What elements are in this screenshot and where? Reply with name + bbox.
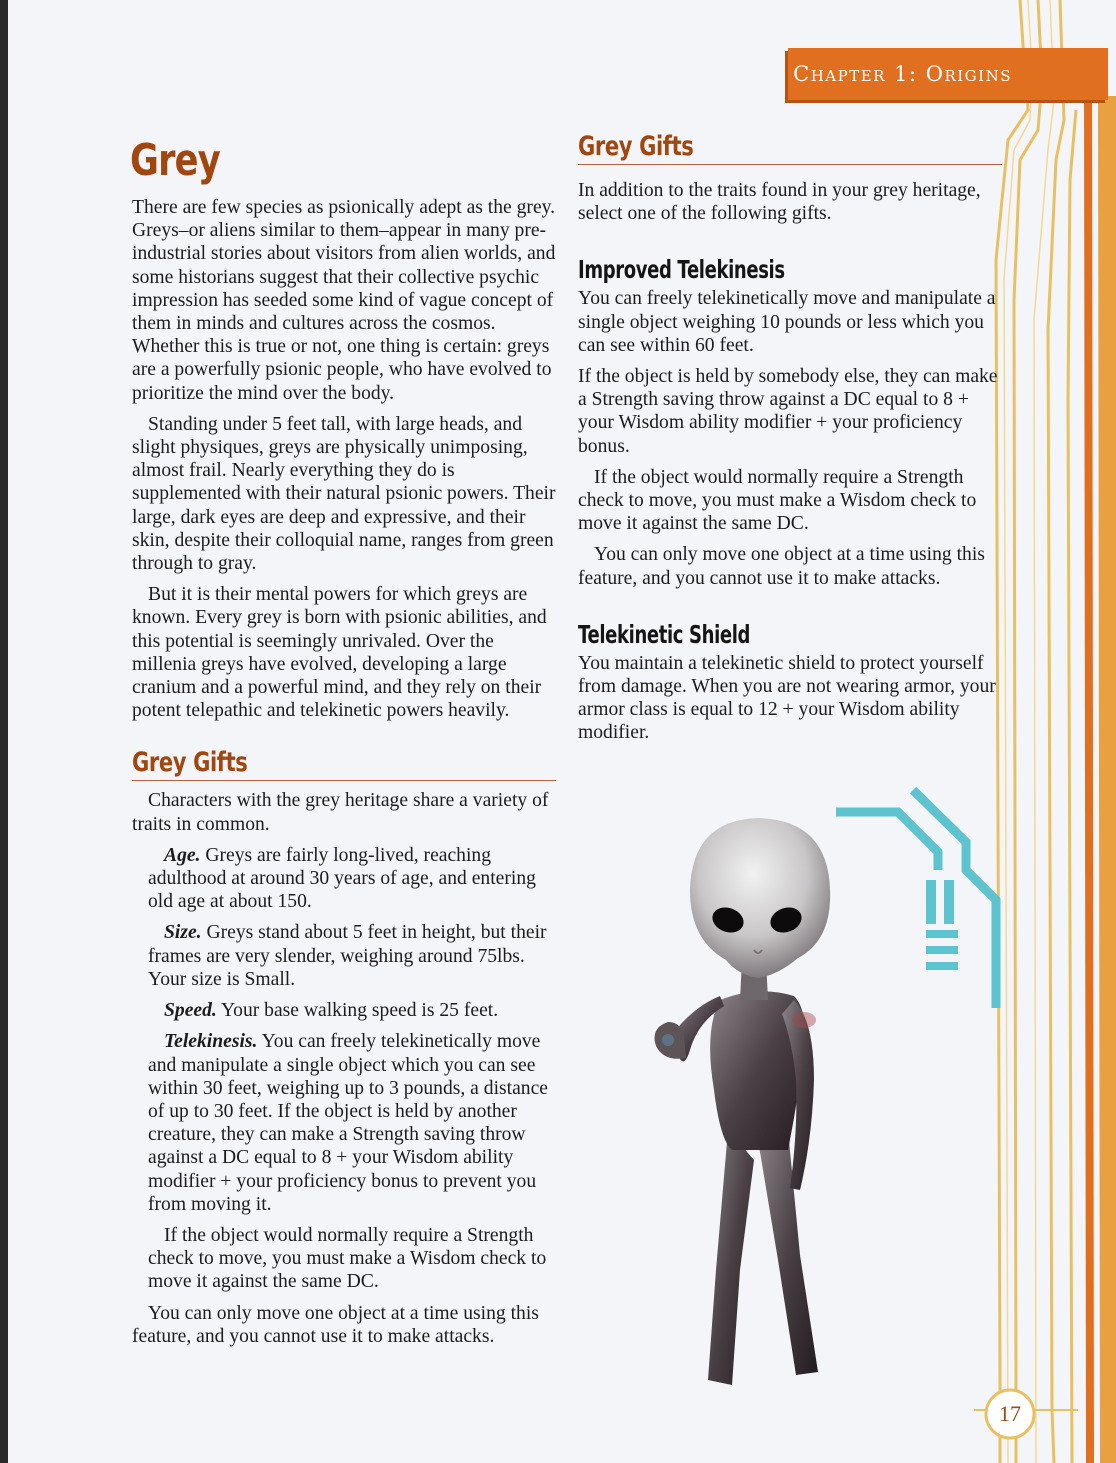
improved-paragraph-4: You can only move one object at a time using this feature, and you cannot use it to make attacks. <box>578 544 985 589</box>
intro-paragraph-1: There are few species as psionically adept as the grey. Greys–or aliens similar to them–appear in many pre-industrial stories about visitors from alien worlds, and some historians suggest that their collective psychic impression has seeded some kind of vague concept of them in minds and cultures across the cosmos. Whether this is true or not, one thing is certain: greys are a powerfully psionic people, who have evolved to prioritize the mind over the body. <box>132 197 556 404</box>
improved-paragraph-3: If the object would normally require a Strength check to move, you must make a Wisdom check to move it against the same DC. <box>578 466 977 535</box>
trait-speed: Speed. Your base walking speed is 25 feet. <box>164 1000 499 1022</box>
shield-paragraph: You maintain a telekinetic shield to protect yourself from damage. When you are not wearing armor, your armor class is equal to 12 + your Wisdom ability modifier. <box>578 652 996 744</box>
improved-paragraph-1: You can freely telekinetically move and manipulate a single object weighing 10 pounds or less which you can see within 60 feet. <box>578 288 996 356</box>
telekinesis-closing: You can only move one object at a time using this feature, and you cannot use it to make attacks. <box>132 1302 539 1347</box>
trait-age: Age. Greys are fairly long-lived, reaching adulthood at around 30 years of age, and entering old age at about 150. <box>148 844 536 913</box>
telekinesis-extra: If the object would normally require a Strength check to move, you must make a Wisdom check to move it against the same DC. <box>148 1224 547 1293</box>
grey-gifts-heading-right: Grey Gifts <box>578 132 1002 165</box>
chapter-title: Chapter 1: Origins <box>793 62 1012 86</box>
chapter-banner <box>788 48 1108 100</box>
trait-telekinesis: Telekinesis. You can freely telekinetically move and manipulate a single object which you can see within 30 feet, weighing up to 3 pounds, a distance of up to 30 feet. If the object is held by another creature, they can make a Strength saving throw against a DC equal to 8 + your Wisdom ability modifier + your proficiency bonus to prevent you from moving it. <box>148 1031 548 1215</box>
grey-gifts-heading: Grey Gifts <box>132 748 556 781</box>
grey-alien-illustration <box>628 800 888 1400</box>
left-column <box>132 130 556 1356</box>
intro-paragraph-2: Standing under 5 feet tall, with large heads, and slight physiques, greys are physically unimposing, almost frail. Nearly everything they do is supplemented with their natural psionic powers. Their large, dark eyes are deep and expressive, and their skin, despite their colloquial name, ranges from green through to gray. <box>132 413 556 575</box>
improved-paragraph-2: If the object is held by somebody else, they can make a Strength saving throw against a DC equal to 8 + your Wisdom ability modifier + your proficiency bonus. <box>578 366 998 457</box>
trait-size: Size. Greys stand about 5 feet in height, but their frames are very slender, weighing around 75lbs. Your size is Small. <box>148 922 547 990</box>
book-page <box>8 0 1116 1463</box>
gifts-intro: Characters with the grey heritage share a variety of traits in common. <box>132 790 549 835</box>
right-column <box>578 132 1002 753</box>
telekinetic-shield-heading: Telekinetic Shield <box>578 619 751 649</box>
page-number: 17 <box>999 1401 1021 1426</box>
improved-telekinesis-heading: Improved Telekinesis <box>578 255 785 285</box>
right-gifts-intro: In addition to the traits found in your grey heritage, select one of the following gifts. <box>578 180 981 225</box>
section-title: Grey <box>130 135 220 186</box>
intro-paragraph-3: But it is their mental powers for which greys are known. Every grey is born with psionic abilities, and this potential is seemingly unrivaled. Over the millenia greys have evolved, developing a large cranium and a powerful mind, and they rely on their potent telepathic and telekinetic powers heavily. <box>132 584 547 722</box>
